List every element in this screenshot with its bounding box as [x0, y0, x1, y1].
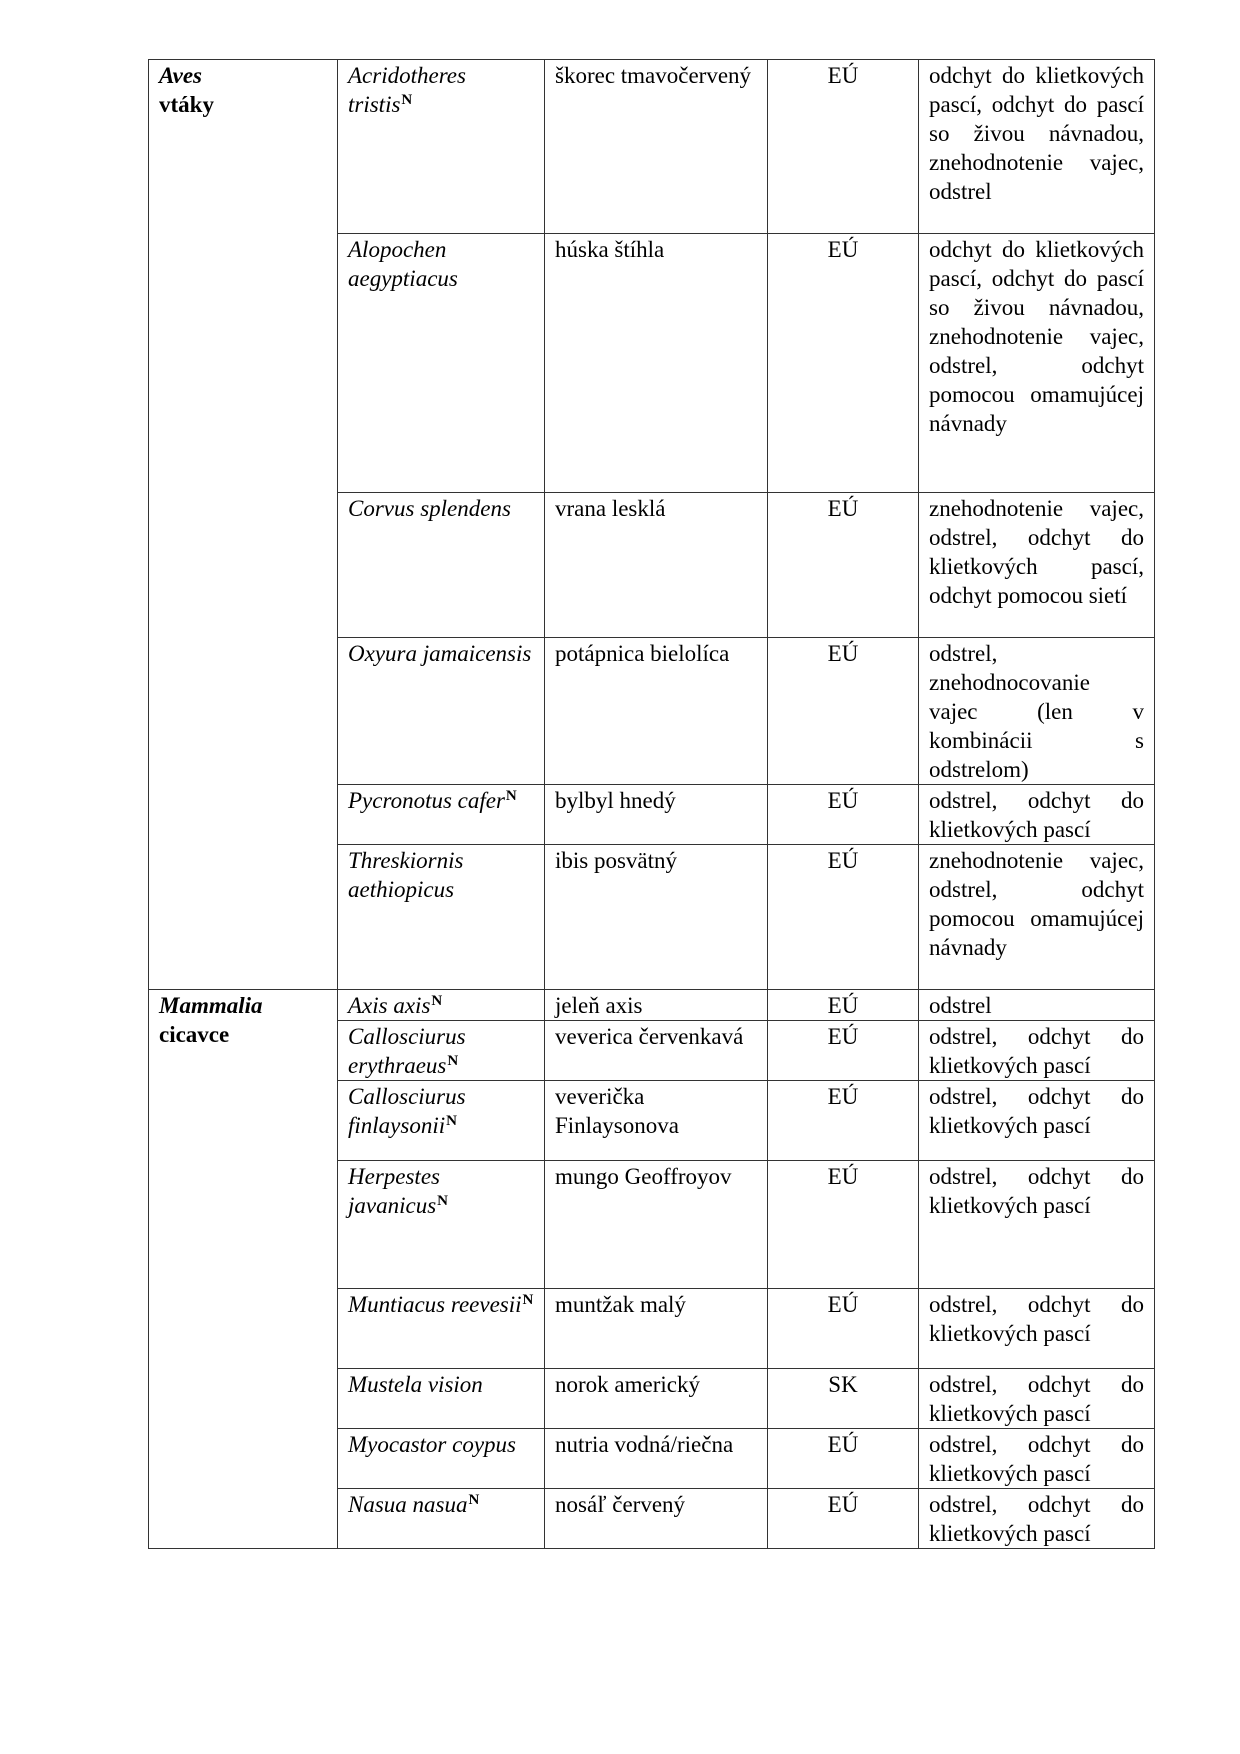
common-name: škorec tmavočervený [545, 60, 768, 234]
scientific-name-cell [338, 493, 545, 638]
control-measures: odchyt do klietkových pascí, odchyt do pascí so živou návnadou, znehodnotenie vajec, odstrel, odchyt pomocou omamujúcej návnady [919, 234, 1155, 493]
region-code: SK [768, 1369, 919, 1429]
scientific-name-cell [338, 845, 545, 990]
control-measures: odstrel, odchyt do klietkových pascí [919, 1021, 1155, 1081]
scientific-name: Oxyura jamaicensis [348, 641, 532, 666]
scientific-name-cell [338, 1021, 545, 1081]
species-table [148, 59, 1155, 1549]
class-latin-name: Mammalia [159, 993, 263, 1018]
region-code: EÚ [768, 234, 919, 493]
scientific-name: Muntiacus reevesii [348, 1292, 522, 1317]
note-marker: N [437, 1193, 448, 1209]
scientific-name-cell [338, 785, 545, 845]
note-marker: N [446, 1113, 457, 1129]
note-marker: N [431, 993, 443, 1009]
control-measures: odstrel, znehodnocovanie vajec (len v kombinácii s odstrelom) [919, 638, 1155, 785]
common-name: ibis posvätný [545, 845, 768, 990]
scientific-name: Herpestes javanicus [348, 1164, 440, 1218]
region-code: EÚ [768, 990, 919, 1021]
region-code: EÚ [768, 1161, 919, 1289]
class-local-name: cicavce [159, 1022, 230, 1047]
note-marker: N [401, 92, 413, 108]
common-name: nutria vodná/riečna [545, 1429, 768, 1489]
class-local-name: vtáky [159, 92, 214, 117]
note-marker: N [447, 1053, 459, 1069]
scientific-name: Mustela vision [348, 1372, 483, 1397]
scientific-name: Acridotheres tristis [348, 63, 466, 117]
scientific-name-cell [338, 1161, 545, 1289]
scientific-name: Axis axis [348, 993, 431, 1018]
control-measures: znehodnotenie vajec, odstrel, odchyt pomocou omamujúcej návnady [919, 845, 1155, 990]
region-code: EÚ [768, 845, 919, 990]
scientific-name-cell [338, 1369, 545, 1429]
control-measures: odstrel, odchyt do klietkových pascí [919, 1081, 1155, 1161]
control-measures: odstrel, odchyt do klietkových pascí [919, 1429, 1155, 1489]
control-measures: odstrel, odchyt do klietkových pascí [919, 785, 1155, 845]
scientific-name: Myocastor coypus [348, 1432, 516, 1457]
region-code: EÚ [768, 785, 919, 845]
scientific-name-cell [338, 234, 545, 493]
scientific-name-cell [338, 60, 545, 234]
common-name: nosáľ červený [545, 1489, 768, 1549]
note-marker: N [522, 1292, 534, 1308]
control-measures: odstrel, odchyt do klietkových pascí [919, 1489, 1155, 1549]
scientific-name: Pycronotus cafer [348, 788, 505, 813]
region-code: EÚ [768, 1289, 919, 1369]
control-measures: odstrel, odchyt do klietkových pascí [919, 1369, 1155, 1429]
common-name: muntžak malý [545, 1289, 768, 1369]
common-name: norok americký [545, 1369, 768, 1429]
scientific-name-cell [338, 1489, 545, 1549]
table-row [149, 60, 1155, 234]
region-code: EÚ [768, 1489, 919, 1549]
class-cell-aves [149, 60, 338, 990]
class-latin-name: Aves [159, 63, 203, 88]
scientific-name-cell [338, 1289, 545, 1369]
common-name: veverička Finlaysonova [545, 1081, 768, 1161]
common-name: potápnica bielolíca [545, 638, 768, 785]
common-name: jeleň axis [545, 990, 768, 1021]
scientific-name: Callosciurus finlaysonii [348, 1084, 466, 1138]
common-name: húska štíhla [545, 234, 768, 493]
control-measures: odstrel, odchyt do klietkových pascí [919, 1289, 1155, 1369]
control-measures: znehodnotenie vajec, odstrel, odchyt do klietkových pascí, odchyt pomocou sietí [919, 493, 1155, 638]
class-cell-mammalia [149, 990, 338, 1549]
common-name: vrana lesklá [545, 493, 768, 638]
scientific-name: Nasua nasua [348, 1492, 468, 1517]
note-marker: N [505, 788, 517, 804]
region-code: EÚ [768, 638, 919, 785]
region-code: EÚ [768, 60, 919, 234]
region-code: EÚ [768, 493, 919, 638]
table-row [149, 990, 1155, 1021]
scientific-name: Alopochen aegyptiacus [348, 237, 458, 291]
control-measures: odstrel, odchyt do klietkových pascí [919, 1161, 1155, 1289]
common-name: mungo Geoffroyov [545, 1161, 768, 1289]
scientific-name: Corvus splendens [348, 496, 511, 521]
region-code: EÚ [768, 1429, 919, 1489]
region-code: EÚ [768, 1021, 919, 1081]
region-code: EÚ [768, 1081, 919, 1161]
scientific-name-cell [338, 1429, 545, 1489]
control-measures: odstrel [919, 990, 1155, 1021]
scientific-name: Callosciurus erythraeus [348, 1024, 466, 1078]
scientific-name-cell [338, 990, 545, 1021]
common-name: veverica červenkavá [545, 1021, 768, 1081]
scientific-name: Threskiornis aethiopicus [348, 848, 464, 902]
scientific-name-cell [338, 1081, 545, 1161]
control-measures: odchyt do klietkových pascí, odchyt do pascí so živou návnadou, znehodnotenie vajec, odstrel [919, 60, 1155, 234]
note-marker: N [468, 1492, 480, 1508]
scientific-name-cell [338, 638, 545, 785]
common-name: bylbyl hnedý [545, 785, 768, 845]
